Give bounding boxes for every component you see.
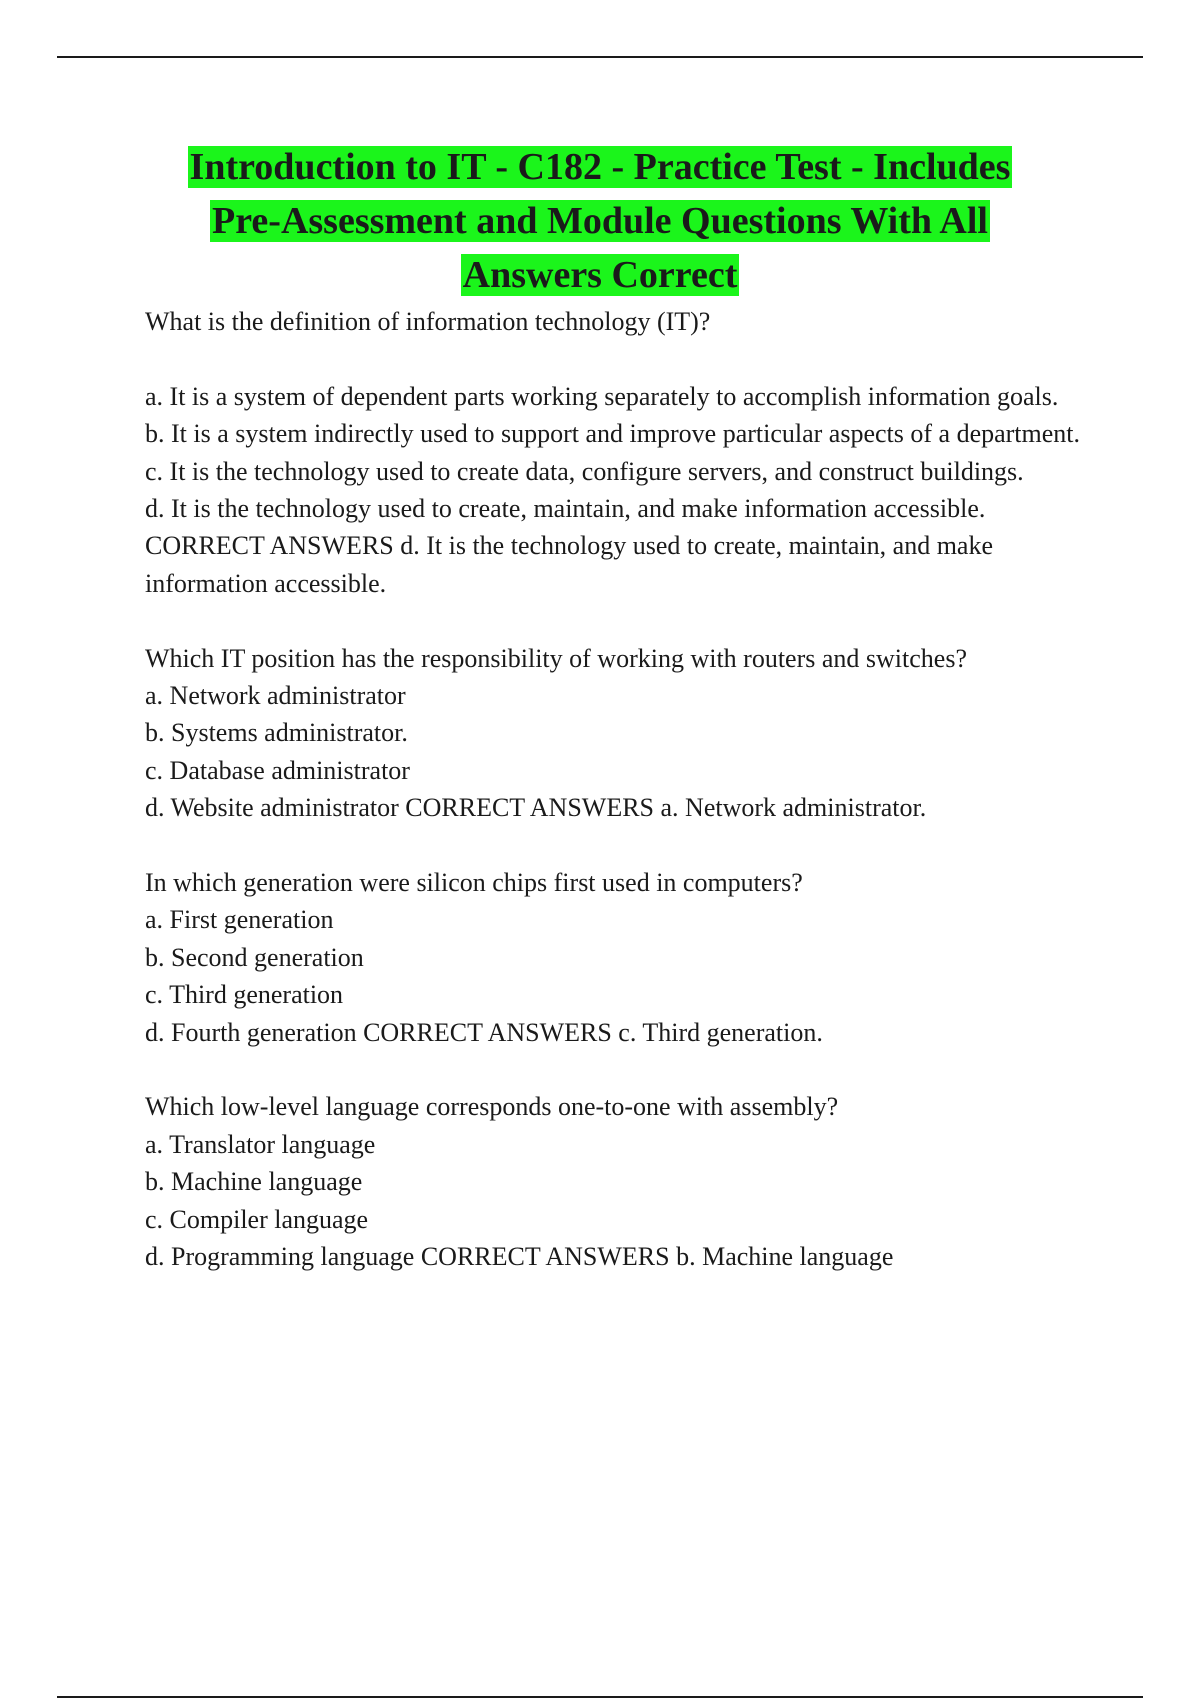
document-title: [145, 140, 1055, 302]
answer-option: d. Website administrator CORRECT ANSWERS a. Network administrator.: [145, 793, 927, 823]
question-prompt: What is the definition of information technology (IT)?: [145, 307, 711, 336]
header-rule: [57, 56, 1143, 58]
question-block: [145, 303, 1085, 602]
question-block: [145, 864, 1085, 1051]
question-prompt: In which generation were silicon chips first used in computers?: [145, 868, 803, 898]
answer-option: a. Translator language: [145, 1129, 376, 1159]
answer-option: b. Systems administrator.: [145, 718, 408, 748]
answer-option: b. Machine language: [145, 1167, 363, 1197]
answer-option: d. Programming language CORRECT ANSWERS b. Machine language: [145, 1242, 894, 1272]
answer-option: b. It is a system indirectly used to support and improve particular aspects of a department.: [145, 419, 1081, 449]
answer-option: d. It is the technology used to create, maintain, and make information accessible. CORRECT ANSWERS d. It is the technology used to create, maintain, and make information accessible.: [145, 494, 993, 598]
question-separator: [145, 602, 1085, 639]
answer-option: c. Database administrator: [145, 755, 410, 785]
answer-option: a. Network administrator: [145, 681, 406, 711]
answer-option: a. It is a system of dependent parts working separately to accomplish information goals.: [145, 381, 1059, 411]
answer-option: a. First generation: [145, 905, 334, 935]
answer-option: d. Fourth generation CORRECT ANSWERS c. Third generation.: [145, 1017, 823, 1047]
title-line: Pre-Assessment and Module Questions With All: [212, 200, 988, 242]
title-line: Introduction to IT - C182 - Practice Test - Includes: [189, 146, 1011, 188]
question-prompt: Which IT position has the responsibility of working with routers and switches?: [145, 643, 967, 673]
footer-rule: [57, 1696, 1143, 1698]
answer-option: c. Compiler language: [145, 1204, 369, 1234]
title-line: Answers Correct: [462, 254, 738, 296]
question-separator: [145, 1051, 1085, 1088]
answer-option: c. Third generation: [145, 980, 344, 1010]
answer-option: b. Second generation: [145, 942, 364, 972]
question-block: [145, 640, 1085, 827]
answer-option: c. It is the technology used to create data, configure servers, and construct buildings.: [145, 456, 1024, 486]
question-list: [145, 303, 1085, 1276]
question-prompt: Which low-level language corresponds one-to-one with assembly?: [145, 1092, 839, 1122]
question-separator: [145, 827, 1085, 864]
question-spacer: [145, 340, 1085, 377]
question-block: [145, 1088, 1085, 1275]
